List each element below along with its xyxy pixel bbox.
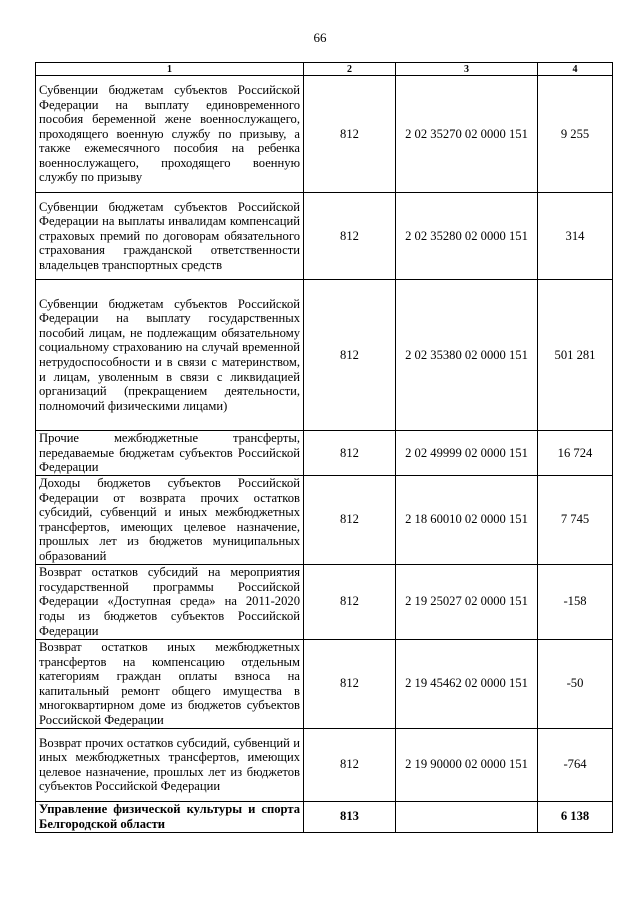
row-admin-code: 812 (304, 475, 396, 564)
row-amount: 6 138 (538, 801, 613, 832)
row-admin-code: 812 (304, 564, 396, 639)
row-budget-code: 2 02 49999 02 0000 151 (396, 431, 538, 476)
column-header-1: 1 (36, 63, 304, 76)
row-amount: 7 745 (538, 475, 613, 564)
row-amount: 314 (538, 193, 613, 280)
row-budget-code: 2 19 90000 02 0000 151 (396, 728, 538, 801)
row-admin-code: 812 (304, 280, 396, 431)
row-description: Возврат прочих остатков субсидий, субвенций и иных межбюджетных трансфертов, имеющих целевое назначение, прошлых лет из бюджетов субъектов Российской Федерации (36, 728, 304, 801)
row-admin-code: 812 (304, 639, 396, 728)
table-row (36, 280, 613, 431)
row-description: Возврат остатков иных межбюджетных трансфертов на компенсацию отдельным категориям граждан оплаты взноса на капитальный ремонт общего имущества в многоквартирном доме из бюджетов субъектов Российской Федерации (36, 639, 304, 728)
row-amount: -764 (538, 728, 613, 801)
table-row (36, 564, 613, 639)
row-description: Доходы бюджетов субъектов Российской Федерации от возврата прочих остатков субсидий, субвенций и иных межбюджетных трансфертов, имеющих целевое назначение, прошлых лет из бюджетов муниципальных образований (36, 475, 304, 564)
row-budget-code: 2 19 45462 02 0000 151 (396, 639, 538, 728)
table-row (36, 76, 613, 193)
budget-revenue-table (35, 62, 613, 833)
row-description: Возврат остатков субсидий на мероприятия государственной программы Российской Федерации «Доступная среда» на 2011-2020 годы из бюджетов субъектов Российской Федерации (36, 564, 304, 639)
row-budget-code (396, 801, 538, 832)
row-amount: 9 255 (538, 76, 613, 193)
table-row (36, 475, 613, 564)
row-admin-code: 812 (304, 193, 396, 280)
row-budget-code: 2 19 25027 02 0000 151 (396, 564, 538, 639)
column-number-header-row (36, 63, 613, 76)
row-budget-code: 2 02 35380 02 0000 151 (396, 280, 538, 431)
page-number: 66 (313, 30, 327, 45)
row-budget-code: 2 02 35270 02 0000 151 (396, 76, 538, 193)
table-row (36, 639, 613, 728)
table-row (36, 728, 613, 801)
table-row-department (36, 801, 613, 832)
row-admin-code: 813 (304, 801, 396, 832)
row-admin-code: 812 (304, 728, 396, 801)
row-admin-code: 812 (304, 76, 396, 193)
column-header-2: 2 (304, 63, 396, 76)
table-row (36, 193, 613, 280)
table-row (36, 431, 613, 476)
row-budget-code: 2 02 35280 02 0000 151 (396, 193, 538, 280)
row-description: Прочие межбюджетные трансферты, передаваемые бюджетам субъектов Российской Федерации (36, 431, 304, 476)
column-header-4: 4 (538, 63, 613, 76)
row-amount: -158 (538, 564, 613, 639)
row-amount: 501 281 (538, 280, 613, 431)
row-amount: -50 (538, 639, 613, 728)
row-description: Субвенции бюджетам субъектов Российской Федерации на выплату единовременного пособия беременной жене военнослужащего, проходящего военную службу по призыву, а также ежемесячного пособия на ребенка военнослужащего, проходящего военную службу по призыву (36, 76, 304, 193)
row-amount: 16 724 (538, 431, 613, 476)
row-budget-code: 2 18 60010 02 0000 151 (396, 475, 538, 564)
column-header-3: 3 (396, 63, 538, 76)
row-description: Субвенции бюджетам субъектов Российской Федерации на выплаты инвалидам компенсаций страховых премий по договорам обязательного страхования гражданской ответственности владельцев транспортных средств (36, 193, 304, 280)
row-description: Субвенции бюджетам субъектов Российской Федерации на выплату государственных пособий лицам, не подлежащим обязательному социальному страхованию на случай временной нетрудоспособности и в связи с материнством, и лицам, уволенным в связи с ликвидацией организаций (прекращением деятельности, полномочий физическими лицами) (36, 280, 304, 431)
row-description: Управление физической культуры и спорта Белгородской области (36, 801, 304, 832)
row-admin-code: 812 (304, 431, 396, 476)
